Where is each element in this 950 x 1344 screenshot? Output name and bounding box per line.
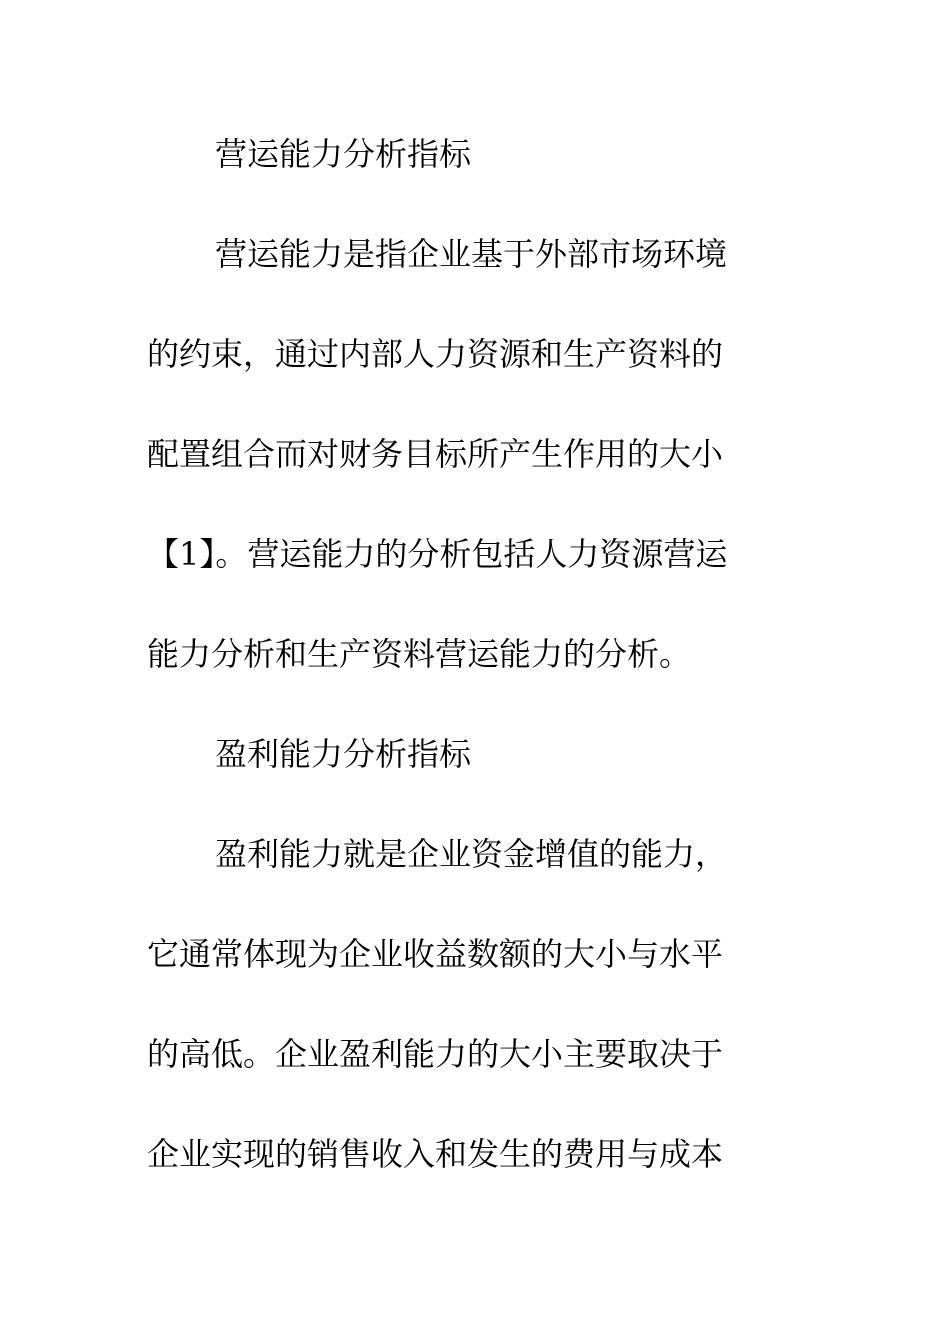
paragraph-line: 【1】。营运能力的分析包括人力资源营运 xyxy=(147,535,728,573)
paragraph-line: 营运能力是指企业基于外部市场环境 xyxy=(215,235,728,273)
paragraph-line: 企业实现的销售收入和发生的费用与成本 xyxy=(147,1135,724,1173)
paragraph-line: 盈利能力就是企业资金增值的能力， xyxy=(215,835,728,873)
paragraph-line: 的高低。企业盈利能力的大小主要取决于 xyxy=(147,1035,724,1073)
paragraph-line: 它通常体现为企业收益数额的大小与水平 xyxy=(147,935,724,973)
paragraph-line: 配置组合而对财务目标所产生作用的大小 xyxy=(147,435,724,473)
section-heading-profitability: 盈利能力分析指标 xyxy=(215,735,472,773)
section-heading-operating-capacity: 营运能力分析指标 xyxy=(215,135,472,173)
paragraph-line: 的约束，通过内部人力资源和生产资料的 xyxy=(147,335,724,373)
document-body xyxy=(147,122,807,1222)
paragraph-line: 能力分析和生产资料营运能力的分析。 xyxy=(147,635,692,673)
